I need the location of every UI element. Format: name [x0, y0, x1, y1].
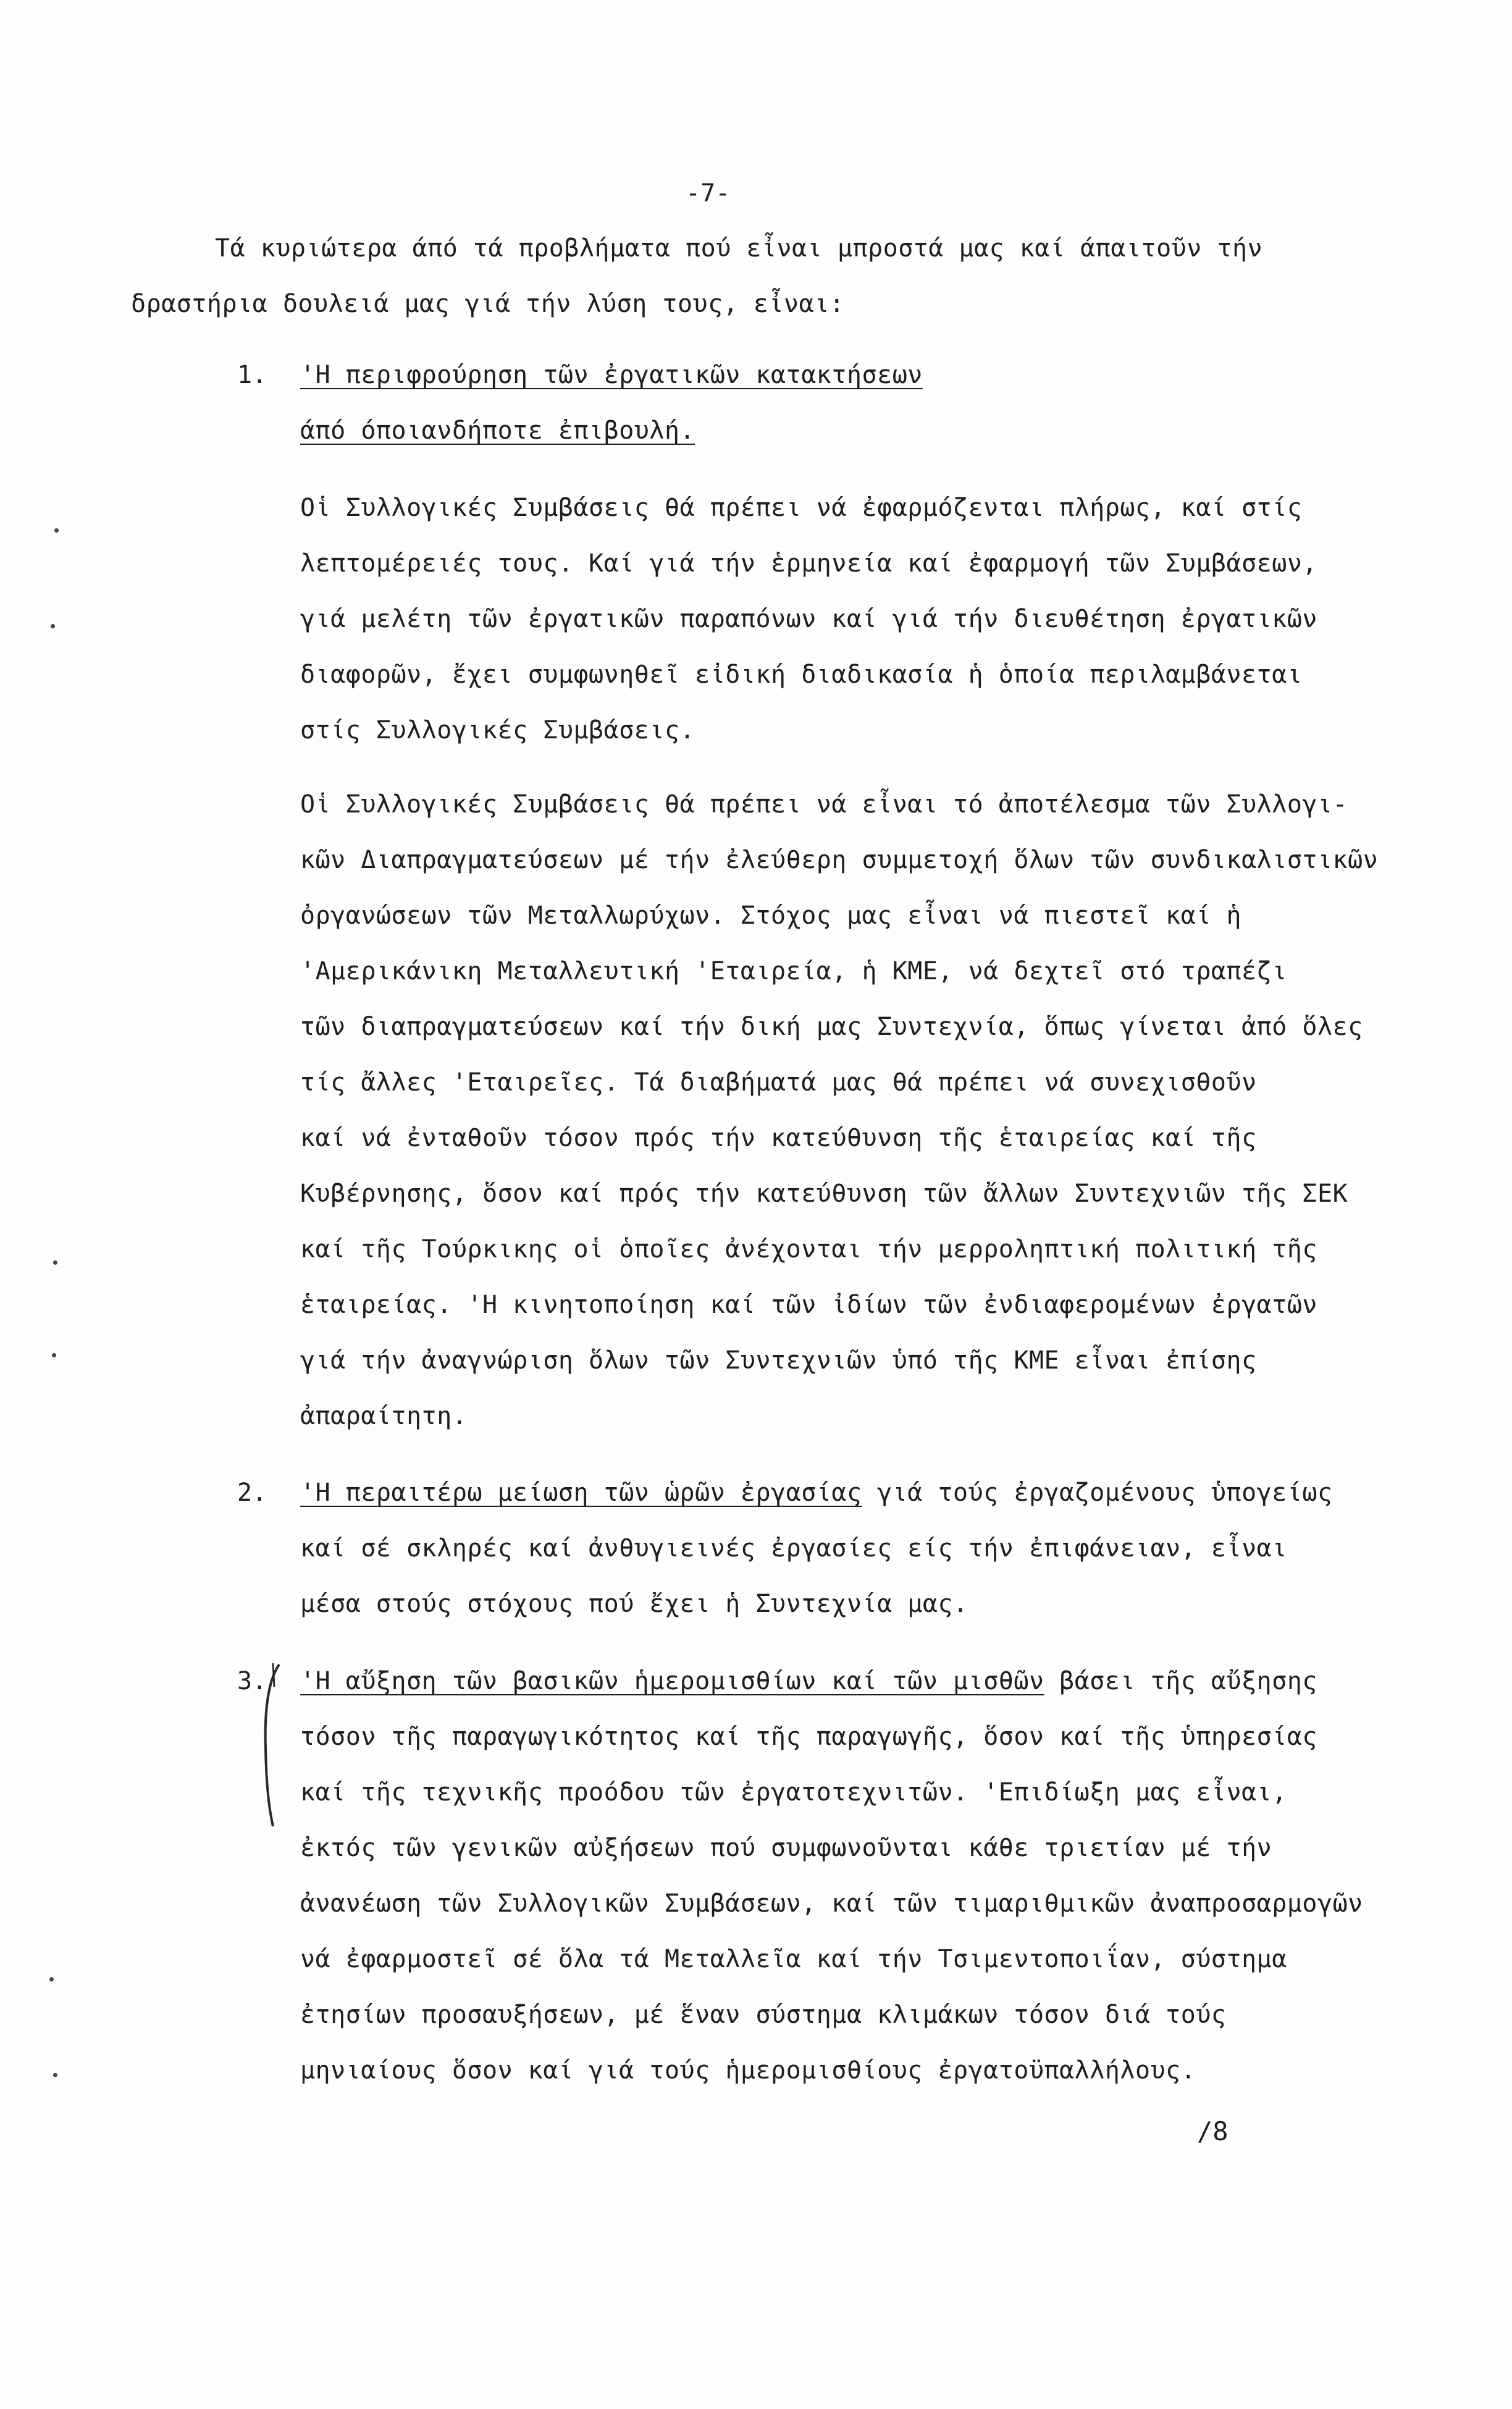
handwritten-margin-bracket — [259, 1662, 284, 1829]
item-3-line: τόσον τῆς παραγωγικότητος καί τῆς παραγωγῆς, ὅσον καί τῆς ὑπηρεσίας — [300, 1723, 1317, 1751]
item-2-line: μέσα στούς στόχους πού ἔχει ἡ Συντεχνία μας. — [300, 1590, 968, 1618]
scan-speck — [54, 528, 59, 533]
item-1-para-2-line: τίς ἄλλες 'Εταιρεῖες. Τά διαβήματά μας θά πρέπει νά συνεχισθοῦν — [300, 1068, 1257, 1097]
item-1-para-2-line: Κυβέρνησης, ὅσον καί πρός τήν κατεύθυνση τῶν ἄλλων Συντεχνιῶν τῆς ΣΕΚ — [300, 1179, 1348, 1208]
item-3-heading: 'Η αὔξηση τῶν βασικῶν ἡμερομισθίων καί τῶν μισθῶν — [300, 1667, 1044, 1695]
item-2-first-line — [300, 1478, 1333, 1508]
intro-line-1: Τά κυριώτερα άπό τά προβλήματα πού εἶναι μπροστά μας καί άπαιτοῦν τήν — [215, 234, 1263, 263]
item-1-para-2-line: Οἱ Συλλογικές Συμβάσεις θά πρέπει νά εἶναι τό ἀποτέλεσμα τῶν Συλλογι- — [300, 790, 1348, 819]
item-3-line: ἀνανέωση τῶν Συλλογικῶν Συμβάσεων, καί τῶν τιμαριθμικῶν ἀναπροσαρμογῶν — [300, 1889, 1363, 1918]
item-1-para-1-line: γιά μελέτη τῶν ἐργατικῶν παραπόνων καί γιά τήν διευθέτηση ἐργατικῶν — [300, 605, 1317, 633]
item-1-para-2-line: ἀπαραίτητη. — [300, 1402, 468, 1430]
item-1-para-2-line: 'Αμερικάνικη Μεταλλευτική 'Εταιρεία, ἡ ΚΜΕ, νά δεχτεῖ στό τραπέζι — [300, 957, 1287, 985]
item-2-line: καί σέ σκληρές καί ἀνθυγιεινές ἐργασίες είς τήν ἐπιφάνειαν, εἶναι — [300, 1534, 1287, 1563]
item-3-line: ἐκτός τῶν γενικῶν αὐξήσεων πού συμφωνοῦνται κάθε τριετίαν μέ τήν — [300, 1834, 1272, 1862]
item-1-heading-line-1: 'Η περιφρούρηση τῶν ἐργατικῶν κατακτήσεων — [300, 361, 923, 389]
continuation-page-ref: /8 — [1197, 2116, 1228, 2146]
item-1-para-1-line: Οἱ Συλλογικές Συμβάσεις θά πρέπει νά ἐφαρμόζενται πλήρως, καί στίς — [300, 494, 1303, 522]
scan-speck — [53, 2073, 57, 2077]
item-3-line: ἐτησίων προσαυξήσεων, μέ ἕναν σύστημα κλιμάκων τόσον διά τούς — [300, 2001, 1227, 2029]
scan-speck — [51, 624, 55, 628]
item-3-line: μηνιαίους ὅσον καί γιά τούς ἡμερομισθίους ἐργατοϋπαλλήλους. — [300, 2056, 1196, 2085]
page-number: -7- — [686, 179, 731, 208]
item-1-para-2-line: κῶν Διαπραγματεύσεων μέ τήν ἐλεύθερη συμμετοχή ὅλων τῶν συνδικαλιστικῶν — [300, 846, 1379, 874]
scan-speck — [52, 1353, 56, 1357]
item-1-para-1-line: στίς Συλλογικές Συμβάσεις. — [300, 716, 695, 745]
item-1-para-2-line: ἑταιρείας. 'Η κινητοποίηση καί τῶν ἰδίων τῶν ἐνδιαφερομένων ἐργατῶν — [300, 1291, 1317, 1319]
item-3-line: νά ἐφαρμοστεῖ σέ ὅλα τά Μεταλλεῖα καί τήν Τσιμεντοποιΐαν, σύστημα — [300, 1945, 1287, 1973]
item-1-number: 1. — [237, 361, 267, 389]
item-1-para-1-line: λεπτομέρειές τους. Καί γιά τήν ἑρμηνεία καί ἐφαρμογή τῶν Συμβάσεων, — [300, 549, 1317, 578]
item-1-para-2-line: γιά τήν ἀναγνώριση ὅλων τῶν Συντεχνιῶν ὑπό τῆς ΚΜΕ εἶναι ἐπίσης — [300, 1346, 1257, 1375]
scan-speck — [53, 1260, 57, 1265]
item-3-line: καί τῆς τεχνικῆς προόδου τῶν ἐργατοτεχνιτῶν. 'Επιδίωξη μας εἶναι, — [300, 1778, 1287, 1807]
item-1-para-2-line: ὀργανώσεων τῶν Μεταλλωρύχων. Στόχος μας εἶναι νά πιεστεῖ καί ἡ — [300, 901, 1242, 930]
item-3-number: 3. — [237, 1667, 267, 1695]
item-1-para-2-line: καί νά ἐνταθοῦν τόσον πρός τήν κατεύθυνση τῆς ἑταιρείας καί τῆς — [300, 1124, 1257, 1152]
item-1-para-2-line: καί τῆς Τούρκικης οἱ ὁποῖες ἀνέχονται τήν μερροληπτική πολιτική τῆς — [300, 1235, 1317, 1264]
item-1-para-2-line: τῶν διαπραγματεύσεων καί τήν δική μας Συντεχνία, ὅπως γίνεται ἀπό ὅλες — [300, 1013, 1363, 1041]
scan-speck — [49, 1977, 54, 1981]
item-2-number: 2. — [237, 1479, 267, 1507]
item-2-heading: 'Η περαιτέρω μείωση τῶν ὡρῶν ἐργασίας — [300, 1479, 862, 1507]
item-2-first-line-rest: γιά τούς ἐργαζομένους ὑπογείως — [862, 1479, 1333, 1507]
item-3-first-line — [300, 1666, 1317, 1696]
item-1-para-1-line: διαφορῶν, ἔχει συμφωνηθεῖ εἰδική διαδικασία ἡ ὁποία περιλαμβάνεται — [300, 660, 1303, 689]
item-3-first-line-rest: βάσει τῆς αὔξησης — [1044, 1667, 1318, 1695]
intro-line-2: δραστήρια δουλειά μας γιά τήν λύση τους, εἶναι: — [131, 290, 845, 318]
item-1-heading-line-2: άπό όποιανδήποτε ἐπιβουλή. — [300, 416, 695, 445]
